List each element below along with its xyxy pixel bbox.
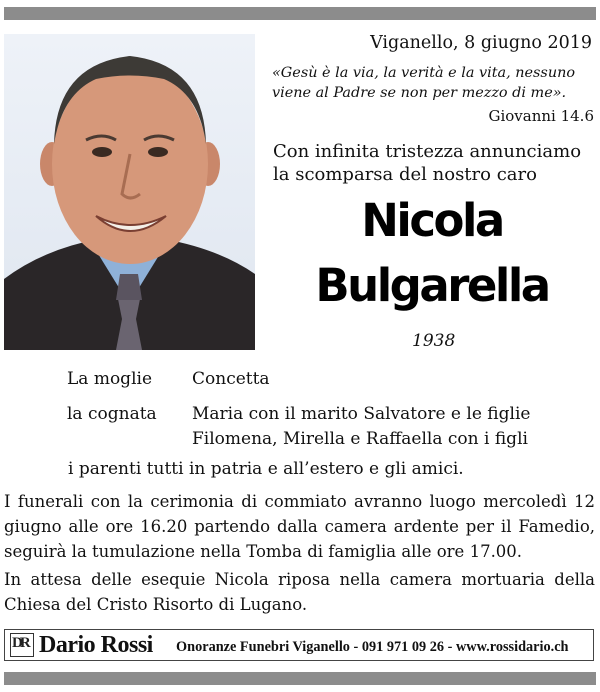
funeral-home-name: Dario Rossi bbox=[39, 632, 153, 658]
funeral-paragraph: I funerali con la cerimonia di commiato avranno luogo mercoledì 12 giugno alle ore 16.20 partendo dalla camera ardente per il Famedio, seguirà la tumulazione nella Tomba di famiglia alle ore 17.00. bbox=[4, 492, 595, 561]
quote-source: Giovanni 14.6 bbox=[488, 107, 594, 125]
bottom-divider bbox=[4, 672, 596, 685]
wake-paragraph: In attesa delle esequie Nicola riposa nella camera mortuaria della Chiesa del Cristo Risorto di Lugano. bbox=[4, 570, 595, 614]
deceased-last-name: Bulgarella bbox=[315, 259, 549, 312]
deceased-first-name: Nicola bbox=[361, 194, 503, 247]
family-label-wife: La moglie bbox=[67, 369, 152, 389]
family-text-wife bbox=[192, 367, 270, 392]
funeral-home-logo bbox=[10, 633, 34, 657]
family-label-sister-in-law: la cognata bbox=[67, 404, 157, 424]
announcement: Con infinita tristezza annunciamo la scomparsa del nostro caro bbox=[273, 141, 582, 185]
family-text-line: Maria con il marito Salvatore e le figlie bbox=[192, 404, 531, 424]
portrait-photo bbox=[4, 34, 255, 350]
portrait-illustration bbox=[4, 34, 255, 350]
family-text-line: Concetta bbox=[192, 369, 270, 389]
place-date: Viganello, 8 giugno 2019 bbox=[370, 33, 592, 53]
birth-year: 1938 bbox=[412, 331, 456, 351]
top-divider bbox=[4, 7, 596, 20]
family-text-line: Filomena, Mirella e Raffaella con i figli bbox=[192, 429, 528, 449]
funeral-home-tagline: Onoranze Funebri Viganello - 091 971 09 26 - www.rossidario.ch bbox=[176, 639, 569, 655]
bible-quote: «Gesù è la via, la verità e la vita, nessuno viene al Padre se non per mezzo di me». bbox=[272, 65, 576, 101]
logo-letters: DR bbox=[12, 635, 28, 651]
relatives-line: i parenti tutti in patria e all’estero e gli amici. bbox=[68, 459, 464, 479]
family-text-sister-in-law bbox=[192, 402, 530, 452]
funeral-home-footer bbox=[4, 629, 594, 661]
